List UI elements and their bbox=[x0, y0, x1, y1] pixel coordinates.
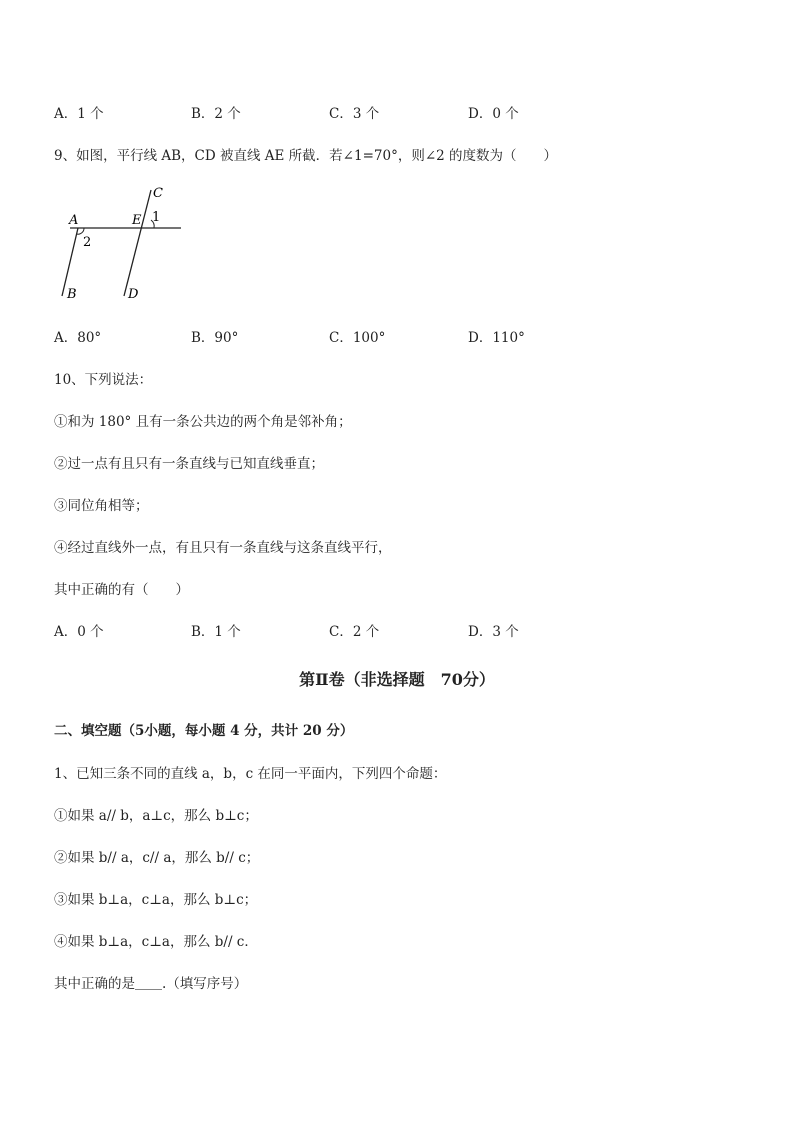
line-ab bbox=[62, 228, 78, 296]
fill1-item-1: ①如果 a// b，a⊥c，那么 b⊥c； bbox=[54, 808, 258, 824]
part-2-heading: 二、填空题（5小题，每小题 4 分，共计 20 分） bbox=[54, 723, 354, 739]
q9-option-a: A．80° bbox=[54, 330, 102, 346]
label-2: 2 bbox=[83, 235, 92, 250]
q9-option-b: B．90° bbox=[191, 330, 239, 346]
q10-option-a: A．0 个 bbox=[54, 624, 104, 640]
q10-option-d: D．3 个 bbox=[468, 624, 519, 640]
label-c: C bbox=[153, 186, 163, 201]
q9-figure bbox=[54, 182, 194, 302]
q10-option-b: B．1 个 bbox=[191, 624, 241, 640]
q10-text: 10、下列说法： bbox=[54, 372, 153, 388]
label-e: E bbox=[132, 213, 142, 228]
q8-option-a: A．1 个 bbox=[54, 106, 104, 122]
q8-option-d: D．0 个 bbox=[468, 106, 519, 122]
label-a: A bbox=[69, 213, 79, 228]
fill1-question: 其中正确的是＿＿.（填写序号） bbox=[54, 976, 248, 992]
q9-option-d: D．110° bbox=[468, 330, 525, 346]
fill1-intro: 1、已知三条不同的直线 a，b，c 在同一平面内，下列四个命题： bbox=[54, 766, 447, 782]
q10-item-3: ③同位角相等； bbox=[54, 498, 149, 514]
fill1-item-3: ③如果 b⊥a，c⊥a，那么 b⊥c； bbox=[54, 892, 258, 908]
fill1-item-2: ②如果 b// a，c// a，那么 b// c； bbox=[54, 850, 260, 866]
q9-option-c: C．100° bbox=[329, 330, 386, 346]
q10-item-1: ①和为 180° 且有一条公共边的两个角是邻补角； bbox=[54, 414, 352, 430]
label-b: B bbox=[67, 287, 77, 302]
q10-option-c: C．2 个 bbox=[329, 624, 380, 640]
q10-question: 其中正确的有（ ） bbox=[54, 582, 189, 598]
fill1-item-4: ④如果 b⊥a，c⊥a，那么 b// c． bbox=[54, 934, 258, 950]
label-d: D bbox=[128, 287, 139, 302]
q8-option-c: C．3 个 bbox=[329, 106, 380, 122]
line-cd bbox=[124, 190, 151, 296]
q10-item-4: ④经过直线外一点，有且只有一条直线与这条直线平行， bbox=[54, 540, 392, 556]
q10-item-2: ②过一点有且只有一条直线与已知直线垂直； bbox=[54, 456, 324, 472]
q8-option-b: B．2 个 bbox=[191, 106, 241, 122]
label-1: 1 bbox=[152, 210, 161, 225]
section-2-title: 第Ⅱ卷（非选择题 70分） bbox=[299, 670, 495, 689]
q9-text: 9、如图，平行线 AB，CD 被直线 AE 所截．若∠1=70°，则∠2 的度数为（ ） bbox=[54, 148, 558, 164]
